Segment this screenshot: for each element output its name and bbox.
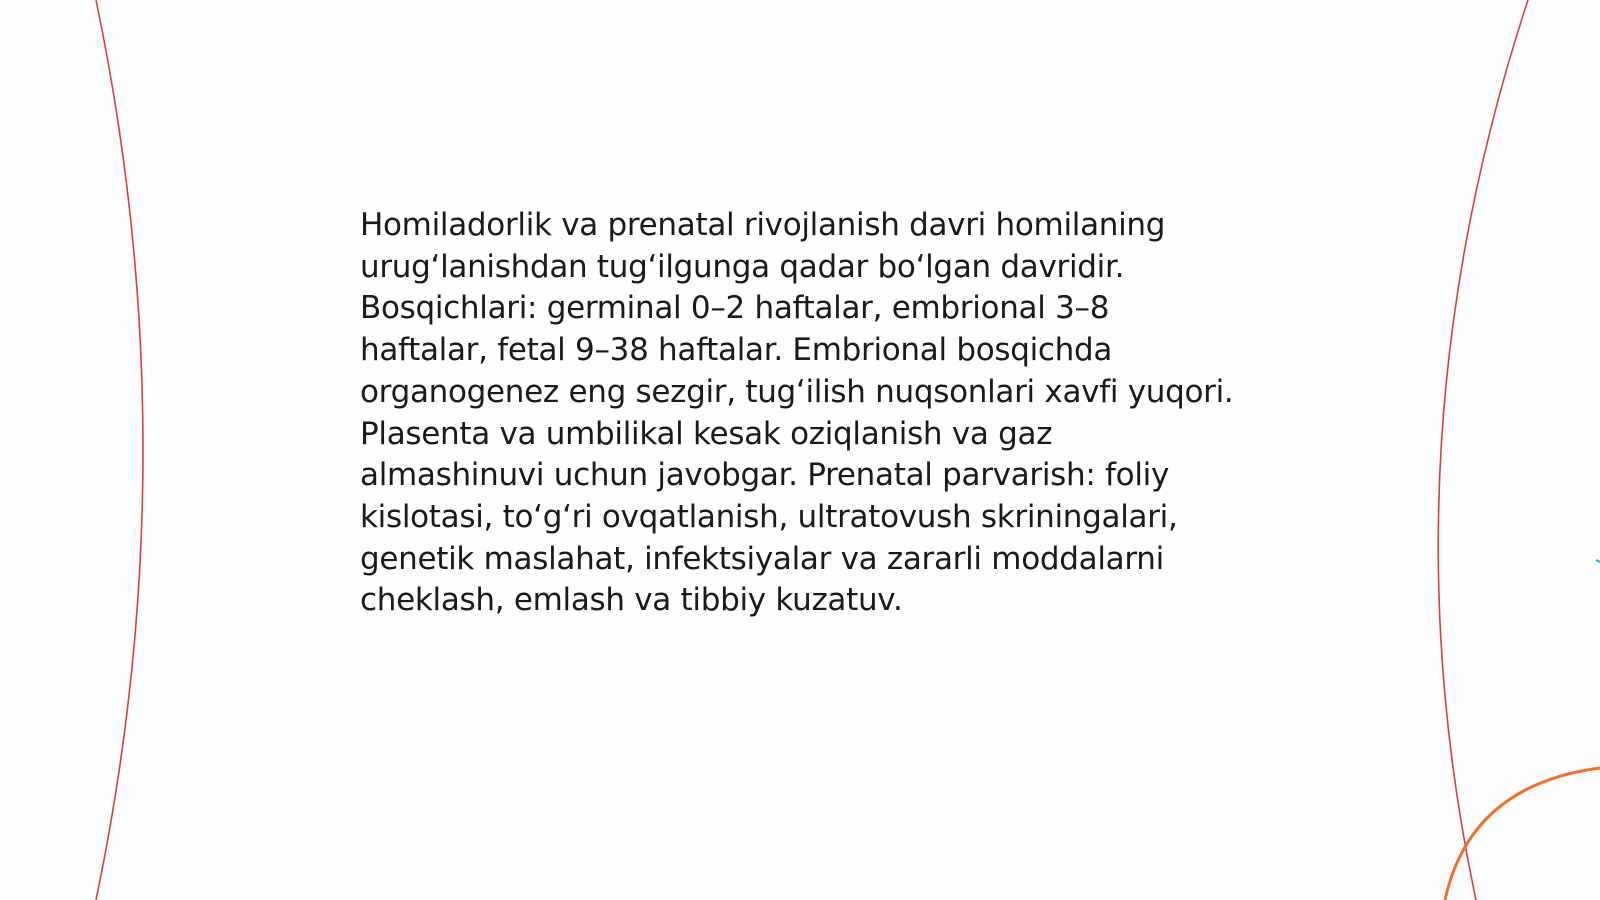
right-curve-line [1438,0,1528,900]
left-curve-line [96,0,143,900]
orange-arc [1445,768,1600,900]
slide-body-text: Homiladorlik va prenatal rivojlanish davri homilaning urug‘lanishdan tug‘ilgunga qadar bo‘lgan davridir. Bosqichlari: germinal 0–2 haftalar, embrional 3–8 haftalar, fetal 9–38 haftalar. Embrional bosqichda organogenez eng sezgir, tug‘ilish nuqsonlari xavfi yuqori. Plasenta va umbilikal kesak oziqlanish va gaz almashinuvi uchun javobgar. Prenatal parvarish: foliy kislotasi, to‘g‘ri ovqatlanish, ultratovush skriningalari, genetik maslahat, infektsiyalar va zararli moddalarni cheklash, emlash va tibbiy kuzatuv. [360,207,1234,619]
blue-tick [1596,560,1600,562]
